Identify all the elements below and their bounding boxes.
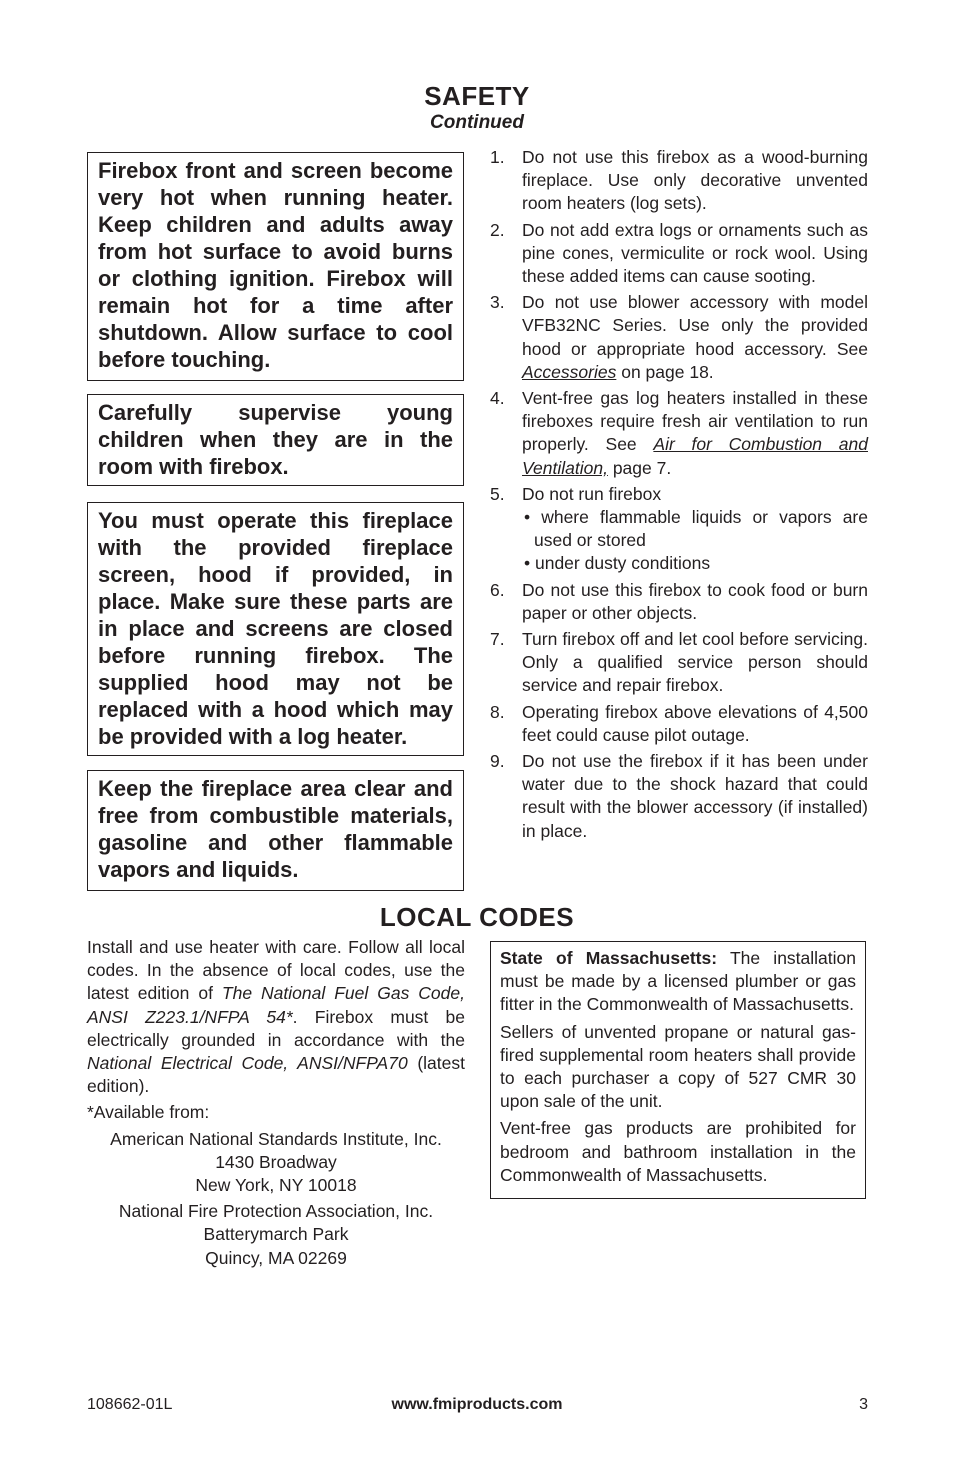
safety-heading bbox=[0, 81, 954, 135]
massachusetts-paragraph: State of Massachusetts: The installation must be made by a licensed plumber or gas fitter in the Commonwealth of Massachusetts. bbox=[500, 948, 856, 1015]
warning-box-operate-with-screen: You must operate this fireplace with the provided fireplace screen, hood if provided, in place. Make sure these parts are in place and screens are closed before running firebox. The supplied hood may not be replaced with a hood which may be provided with a log heater. bbox=[87, 502, 464, 756]
list-item: 8. Operating firebox above elevations of 4,500 feet could cause pilot outage. bbox=[490, 701, 868, 745]
local-codes-body bbox=[87, 936, 465, 1273]
list-item: 2. Do not add extra logs or ornaments such as pine cones, vermiculite or rock wool. Using these added items can cause sooting. bbox=[490, 219, 868, 287]
massachusetts-notice-box bbox=[490, 941, 866, 1199]
list-subitem: • under dusty conditions bbox=[524, 553, 711, 574]
list-item: 7. Turn firebox off and let cool before servicing. Only a qualified service person should service and repair firebox. bbox=[490, 629, 868, 696]
warning-box-supervise-children: Carefully supervise young children when they are in the room with firebox. bbox=[87, 394, 464, 486]
warning-box-hot-surface: Firebox front and screen become very hot when running heater. Keep children and adults away from hot surface to avoid burns or clothing ignition. Firebox will remain hot for a time after shutdown. Allow surface to cool before touching. bbox=[87, 152, 464, 381]
page-number: 3 bbox=[859, 1396, 868, 1413]
address-nfpa: National Fire Protection Association, Inc. Batterymarch Park Quincy, MA 02269 bbox=[118, 1201, 434, 1268]
safety-instructions-list bbox=[488, 146, 868, 846]
local-codes-paragraph: Install and use heater with care. Follow all local codes. In the absence of local codes, use the latest edition of The National Fuel Gas Code, ANSI Z223.1/NFPA 54*. Firebox must be electrically grounded in accordance with the National Electrical Code, ANSI/NFPA70 (latest edition). bbox=[87, 937, 465, 1097]
massachusetts-paragraph: Vent-free gas products are prohibited for bedroom and bathroom installation in the Commonwealth of Massachusetts. bbox=[500, 1118, 856, 1185]
website-link[interactable]: www.fmiproducts.com bbox=[391, 1396, 563, 1413]
list-item: 1. Do not use this firebox as a wood-burning fireplace. Use only decorative unvented room heaters (log sets). bbox=[490, 147, 868, 214]
available-from-label: *Available from: bbox=[87, 1102, 210, 1123]
document-number: 108662-01L bbox=[87, 1396, 173, 1413]
list-item: 3. Do not use blower accessory with model VFB32NC Series. Use only the provided hood or appropriate hood accessory. See Accessories on page 18. bbox=[490, 292, 868, 382]
air-for-combustion-link[interactable]: Air for Combustion and Ventilation, bbox=[522, 434, 868, 478]
list-item: 5. Do not run firebox • where flammable liquids or vapors are used or stored • under dusty conditions bbox=[488, 483, 868, 576]
list-item: 6. Do not use this firebox to cook food or burn paper or other objects. bbox=[490, 579, 868, 623]
section-title-local-codes: LOCAL CODES bbox=[379, 902, 575, 932]
section-subtitle-continued: Continued bbox=[430, 112, 524, 133]
local-codes-heading bbox=[0, 902, 954, 932]
list-subitem: • where flammable liquids or vapors are used or stored bbox=[524, 507, 868, 551]
address-ansi: American National Standards Institute, Inc. 1430 Broadway New York, NY 10018 bbox=[110, 1128, 442, 1196]
list-item: 4. Vent-free gas log heaters installed in these fireboxes require fresh air ventilation to run properly. See Air for Combustion and Ventilation, page 7. bbox=[490, 388, 868, 478]
accessories-link[interactable]: Accessories bbox=[522, 361, 617, 382]
massachusetts-paragraph: Sellers of unvented propane or natural gas-fired supplemental room heaters shall provide to each purchaser a copy of 527 CMR 30 upon sale of the unit. bbox=[500, 1021, 856, 1112]
section-title-safety: SAFETY bbox=[424, 81, 530, 111]
list-item: 9. Do not use the firebox if it has been under water due to the shock hazard that could result with the blower accessory (if installed) in place. bbox=[490, 751, 868, 841]
warning-box-keep-area-clear: Keep the fireplace area clear and free from combustible materials, gasoline and other flammable vapors and liquids. bbox=[87, 770, 464, 891]
